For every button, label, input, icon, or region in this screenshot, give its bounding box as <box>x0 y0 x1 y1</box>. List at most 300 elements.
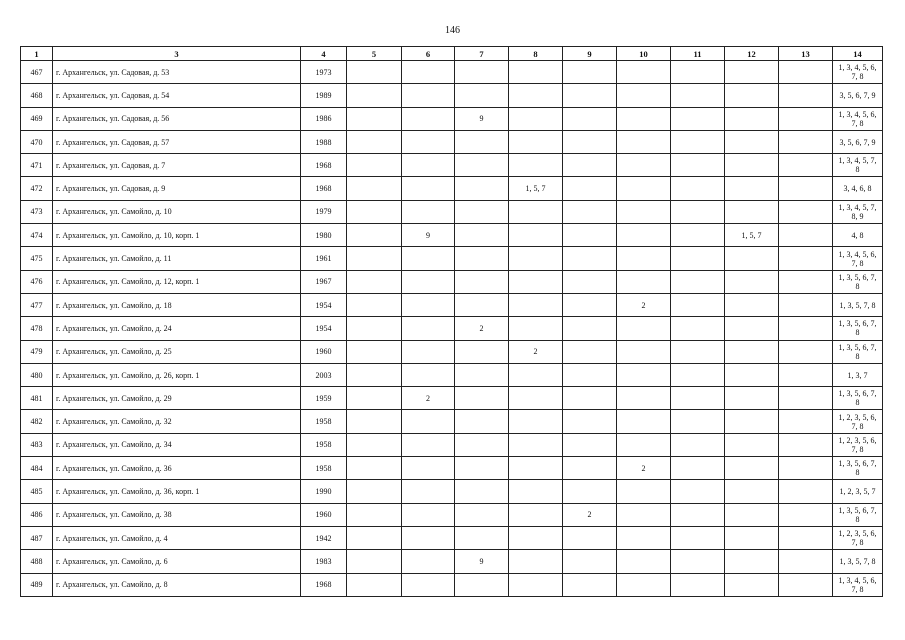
year-cell: 1958 <box>301 410 347 433</box>
address-cell: г. Архангельск, ул. Самойло, д. 38 <box>53 503 301 526</box>
year-cell: 1979 <box>301 200 347 223</box>
address-cell: г. Архангельск, ул. Самойло, д. 8 <box>53 573 301 596</box>
value-cell <box>402 130 455 153</box>
value-cell <box>779 550 833 573</box>
value-cell <box>617 130 671 153</box>
value-cell: 9 <box>455 107 509 130</box>
value-cell <box>617 84 671 107</box>
table-row <box>21 200 883 223</box>
value-cell: 9 <box>402 224 455 247</box>
value-cell <box>779 130 833 153</box>
address-cell: г. Архангельск, ул. Садовая, д. 56 <box>53 107 301 130</box>
value-cell <box>779 200 833 223</box>
table-row <box>21 84 883 107</box>
value-cell <box>671 526 725 549</box>
year-cell: 1961 <box>301 247 347 270</box>
value-cell <box>779 293 833 316</box>
value-cell <box>455 433 509 456</box>
value-cell <box>455 224 509 247</box>
row-number-cell: 485 <box>21 480 53 503</box>
value-cell <box>617 224 671 247</box>
value-cell <box>671 200 725 223</box>
row-number-cell: 478 <box>21 317 53 340</box>
value-cell <box>563 224 617 247</box>
value-cell <box>671 224 725 247</box>
value-cell <box>617 340 671 363</box>
value-cell <box>509 503 563 526</box>
value-cell <box>347 317 402 340</box>
value-cell <box>725 177 779 200</box>
value-cell: 1, 3, 4, 5, 7, 8, 9 <box>833 200 883 223</box>
row-number-cell: 484 <box>21 457 53 480</box>
row-number-cell: 482 <box>21 410 53 433</box>
table-row <box>21 433 883 456</box>
value-cell: 1, 2, 3, 5, 6, 7, 8 <box>833 433 883 456</box>
value-cell <box>347 154 402 177</box>
value-cell <box>455 154 509 177</box>
column-header: 6 <box>402 47 455 61</box>
value-cell <box>725 340 779 363</box>
value-cell: 1, 5, 7 <box>509 177 563 200</box>
value-cell <box>509 130 563 153</box>
value-cell <box>617 573 671 596</box>
row-number-cell: 475 <box>21 247 53 270</box>
address-cell: г. Архангельск, ул. Самойло, д. 26, корп. 1 <box>53 363 301 386</box>
row-number-cell: 488 <box>21 550 53 573</box>
value-cell <box>509 224 563 247</box>
value-cell <box>563 154 617 177</box>
value-cell <box>779 61 833 84</box>
value-cell <box>617 503 671 526</box>
address-cell: г. Архангельск, ул. Самойло, д. 10 <box>53 200 301 223</box>
value-cell <box>779 84 833 107</box>
value-cell <box>455 293 509 316</box>
year-cell: 1983 <box>301 550 347 573</box>
value-cell <box>563 363 617 386</box>
row-number-cell: 471 <box>21 154 53 177</box>
value-cell: 2 <box>563 503 617 526</box>
value-cell <box>617 363 671 386</box>
year-cell: 1954 <box>301 293 347 316</box>
value-cell <box>779 363 833 386</box>
value-cell <box>347 457 402 480</box>
year-cell: 1954 <box>301 317 347 340</box>
value-cell: 1, 3, 4, 5, 7, 8 <box>833 154 883 177</box>
year-cell: 1973 <box>301 61 347 84</box>
table-row <box>21 526 883 549</box>
value-cell <box>347 480 402 503</box>
value-cell <box>347 433 402 456</box>
table-row <box>21 317 883 340</box>
value-cell <box>617 154 671 177</box>
value-cell <box>617 247 671 270</box>
table-row <box>21 247 883 270</box>
value-cell: 1, 2, 3, 5, 6, 7, 8 <box>833 410 883 433</box>
row-number-cell: 473 <box>21 200 53 223</box>
address-cell: г. Архангельск, ул. Самойло, д. 12, корп. 1 <box>53 270 301 293</box>
value-cell: 1, 3, 4, 5, 6, 7, 8 <box>833 247 883 270</box>
value-cell <box>455 526 509 549</box>
year-cell: 2003 <box>301 363 347 386</box>
value-cell <box>725 457 779 480</box>
year-cell: 1960 <box>301 340 347 363</box>
value-cell <box>509 154 563 177</box>
value-cell <box>509 573 563 596</box>
value-cell <box>617 107 671 130</box>
value-cell <box>509 293 563 316</box>
value-cell <box>779 177 833 200</box>
year-cell: 1960 <box>301 503 347 526</box>
value-cell <box>347 503 402 526</box>
value-cell <box>671 154 725 177</box>
value-cell <box>402 410 455 433</box>
value-cell <box>347 526 402 549</box>
value-cell <box>347 84 402 107</box>
value-cell <box>779 457 833 480</box>
value-cell <box>347 340 402 363</box>
value-cell: 2 <box>402 387 455 410</box>
value-cell <box>347 61 402 84</box>
address-cell: г. Архангельск, ул. Самойло, д. 34 <box>53 433 301 456</box>
value-cell <box>455 503 509 526</box>
value-cell <box>563 410 617 433</box>
value-cell <box>455 573 509 596</box>
address-cell: г. Архангельск, ул. Садовая, д. 57 <box>53 130 301 153</box>
column-header: 14 <box>833 47 883 61</box>
value-cell <box>347 573 402 596</box>
year-cell: 1980 <box>301 224 347 247</box>
table-row <box>21 550 883 573</box>
value-cell <box>563 340 617 363</box>
value-cell <box>509 387 563 410</box>
column-header: 4 <box>301 47 347 61</box>
value-cell <box>455 340 509 363</box>
address-cell: г. Архангельск, ул. Самойло, д. 36 <box>53 457 301 480</box>
value-cell <box>617 200 671 223</box>
column-header: 9 <box>563 47 617 61</box>
value-cell <box>779 224 833 247</box>
value-cell <box>455 270 509 293</box>
value-cell <box>671 107 725 130</box>
value-cell <box>671 550 725 573</box>
value-cell: 1, 3, 5, 6, 7, 8 <box>833 270 883 293</box>
row-number-cell: 483 <box>21 433 53 456</box>
table-row <box>21 387 883 410</box>
header-row <box>21 47 883 61</box>
value-cell <box>725 154 779 177</box>
value-cell <box>725 107 779 130</box>
value-cell: 1, 3, 5, 6, 7, 8 <box>833 317 883 340</box>
value-cell <box>402 84 455 107</box>
column-header: 13 <box>779 47 833 61</box>
value-cell <box>563 247 617 270</box>
value-cell: 1, 3, 5, 6, 7, 8 <box>833 457 883 480</box>
value-cell: 3, 5, 6, 7, 9 <box>833 84 883 107</box>
value-cell <box>779 526 833 549</box>
value-cell <box>725 61 779 84</box>
row-number-cell: 489 <box>21 573 53 596</box>
year-cell: 1968 <box>301 177 347 200</box>
value-cell <box>617 61 671 84</box>
value-cell <box>402 61 455 84</box>
value-cell <box>563 84 617 107</box>
value-cell <box>671 177 725 200</box>
row-number-cell: 487 <box>21 526 53 549</box>
column-header: 7 <box>455 47 509 61</box>
value-cell <box>563 177 617 200</box>
value-cell <box>617 480 671 503</box>
value-cell: 2 <box>509 340 563 363</box>
value-cell <box>402 363 455 386</box>
address-cell: г. Архангельск, ул. Самойло, д. 6 <box>53 550 301 573</box>
table-row <box>21 573 883 596</box>
value-cell <box>725 526 779 549</box>
value-cell <box>617 387 671 410</box>
value-cell <box>671 573 725 596</box>
value-cell: 1, 3, 5, 6, 7, 8 <box>833 340 883 363</box>
value-cell <box>563 107 617 130</box>
value-cell <box>509 61 563 84</box>
value-cell <box>347 130 402 153</box>
value-cell <box>725 293 779 316</box>
value-cell <box>779 503 833 526</box>
year-cell: 1968 <box>301 573 347 596</box>
value-cell <box>455 200 509 223</box>
value-cell <box>509 410 563 433</box>
value-cell: 1, 2, 3, 5, 6, 7, 8 <box>833 526 883 549</box>
value-cell <box>509 200 563 223</box>
value-cell <box>779 480 833 503</box>
register-table <box>20 46 883 597</box>
address-cell: г. Архангельск, ул. Садовая, д. 53 <box>53 61 301 84</box>
value-cell <box>509 247 563 270</box>
value-cell <box>347 293 402 316</box>
value-cell <box>779 247 833 270</box>
address-cell: г. Архангельск, ул. Садовая, д. 54 <box>53 84 301 107</box>
value-cell <box>671 84 725 107</box>
value-cell <box>455 130 509 153</box>
value-cell <box>563 61 617 84</box>
value-cell <box>402 526 455 549</box>
value-cell <box>725 573 779 596</box>
column-header: 10 <box>617 47 671 61</box>
year-cell: 1986 <box>301 107 347 130</box>
table-row <box>21 410 883 433</box>
value-cell <box>509 107 563 130</box>
table-row <box>21 480 883 503</box>
value-cell <box>402 503 455 526</box>
value-cell <box>402 550 455 573</box>
value-cell <box>725 410 779 433</box>
row-number-cell: 468 <box>21 84 53 107</box>
value-cell: 9 <box>455 550 509 573</box>
value-cell <box>779 154 833 177</box>
value-cell <box>671 363 725 386</box>
value-cell <box>402 270 455 293</box>
value-cell <box>617 526 671 549</box>
value-cell <box>725 503 779 526</box>
value-cell: 1, 3, 7 <box>833 363 883 386</box>
value-cell <box>725 363 779 386</box>
address-cell: г. Архангельск, ул. Самойло, д. 4 <box>53 526 301 549</box>
row-number-cell: 476 <box>21 270 53 293</box>
column-header: 11 <box>671 47 725 61</box>
value-cell <box>725 270 779 293</box>
value-cell <box>563 526 617 549</box>
row-number-cell: 474 <box>21 224 53 247</box>
value-cell <box>509 84 563 107</box>
year-cell: 1990 <box>301 480 347 503</box>
table-row <box>21 340 883 363</box>
value-cell <box>671 130 725 153</box>
value-cell <box>671 410 725 433</box>
value-cell <box>779 573 833 596</box>
value-cell <box>725 387 779 410</box>
year-cell: 1959 <box>301 387 347 410</box>
table-row <box>21 224 883 247</box>
value-cell <box>402 177 455 200</box>
value-cell <box>671 247 725 270</box>
value-cell <box>617 433 671 456</box>
value-cell <box>455 247 509 270</box>
address-cell: г. Архангельск, ул. Самойло, д. 24 <box>53 317 301 340</box>
value-cell <box>455 177 509 200</box>
value-cell <box>779 107 833 130</box>
value-cell <box>402 433 455 456</box>
table-row <box>21 363 883 386</box>
value-cell <box>725 247 779 270</box>
value-cell <box>671 457 725 480</box>
year-cell: 1968 <box>301 154 347 177</box>
column-header: 5 <box>347 47 402 61</box>
value-cell <box>455 387 509 410</box>
value-cell <box>347 200 402 223</box>
value-cell: 2 <box>455 317 509 340</box>
value-cell <box>563 293 617 316</box>
column-header: 8 <box>509 47 563 61</box>
column-header: 1 <box>21 47 53 61</box>
value-cell <box>347 270 402 293</box>
value-cell <box>617 317 671 340</box>
table-row <box>21 177 883 200</box>
value-cell <box>725 84 779 107</box>
value-cell <box>347 387 402 410</box>
value-cell <box>563 480 617 503</box>
value-cell <box>779 387 833 410</box>
value-cell <box>347 224 402 247</box>
value-cell <box>347 247 402 270</box>
value-cell <box>402 317 455 340</box>
value-cell <box>509 317 563 340</box>
table-row <box>21 61 883 84</box>
value-cell <box>455 363 509 386</box>
table-row <box>21 457 883 480</box>
column-header: 3 <box>53 47 301 61</box>
value-cell <box>347 177 402 200</box>
value-cell <box>509 457 563 480</box>
table-row <box>21 130 883 153</box>
value-cell <box>617 550 671 573</box>
address-cell: г. Архангельск, ул. Садовая, д. 9 <box>53 177 301 200</box>
table-row <box>21 293 883 316</box>
value-cell <box>509 526 563 549</box>
row-number-cell: 479 <box>21 340 53 363</box>
value-cell <box>671 317 725 340</box>
table-body <box>21 61 883 597</box>
value-cell: 1, 3, 5, 6, 7, 8 <box>833 503 883 526</box>
address-cell: г. Архангельск, ул. Самойло, д. 18 <box>53 293 301 316</box>
value-cell <box>402 247 455 270</box>
value-cell <box>455 457 509 480</box>
value-cell: 3, 4, 6, 8 <box>833 177 883 200</box>
value-cell <box>402 573 455 596</box>
value-cell <box>725 200 779 223</box>
value-cell <box>671 293 725 316</box>
year-cell: 1958 <box>301 457 347 480</box>
row-number-cell: 477 <box>21 293 53 316</box>
value-cell <box>402 107 455 130</box>
value-cell <box>509 480 563 503</box>
row-number-cell: 470 <box>21 130 53 153</box>
value-cell <box>402 480 455 503</box>
value-cell <box>402 293 455 316</box>
address-cell: г. Архангельск, ул. Садовая, д. 7 <box>53 154 301 177</box>
value-cell: 1, 3, 4, 5, 6, 7, 8 <box>833 61 883 84</box>
value-cell <box>509 270 563 293</box>
table-row <box>21 154 883 177</box>
value-cell <box>779 317 833 340</box>
value-cell <box>725 480 779 503</box>
value-cell <box>402 154 455 177</box>
address-cell: г. Архангельск, ул. Самойло, д. 36, корп. 1 <box>53 480 301 503</box>
year-cell: 1989 <box>301 84 347 107</box>
value-cell <box>671 433 725 456</box>
value-cell <box>725 433 779 456</box>
value-cell: 1, 3, 5, 7, 8 <box>833 293 883 316</box>
row-number-cell: 467 <box>21 61 53 84</box>
address-cell: г. Архангельск, ул. Самойло, д. 25 <box>53 340 301 363</box>
value-cell <box>347 410 402 433</box>
year-cell: 1942 <box>301 526 347 549</box>
value-cell <box>671 480 725 503</box>
value-cell <box>617 270 671 293</box>
year-cell: 1988 <box>301 130 347 153</box>
value-cell <box>671 503 725 526</box>
value-cell <box>725 317 779 340</box>
value-cell <box>402 457 455 480</box>
value-cell <box>671 270 725 293</box>
value-cell <box>779 340 833 363</box>
row-number-cell: 481 <box>21 387 53 410</box>
value-cell: 1, 2, 3, 5, 7 <box>833 480 883 503</box>
value-cell <box>563 387 617 410</box>
value-cell <box>725 130 779 153</box>
value-cell <box>509 363 563 386</box>
value-cell <box>779 270 833 293</box>
value-cell <box>671 340 725 363</box>
value-cell <box>347 363 402 386</box>
value-cell <box>563 130 617 153</box>
table-row <box>21 107 883 130</box>
value-cell <box>402 340 455 363</box>
value-cell <box>671 61 725 84</box>
address-cell: г. Архангельск, ул. Самойло, д. 11 <box>53 247 301 270</box>
value-cell <box>509 433 563 456</box>
value-cell <box>455 480 509 503</box>
address-cell: г. Архангельск, ул. Самойло, д. 32 <box>53 410 301 433</box>
value-cell <box>402 200 455 223</box>
value-cell <box>779 410 833 433</box>
